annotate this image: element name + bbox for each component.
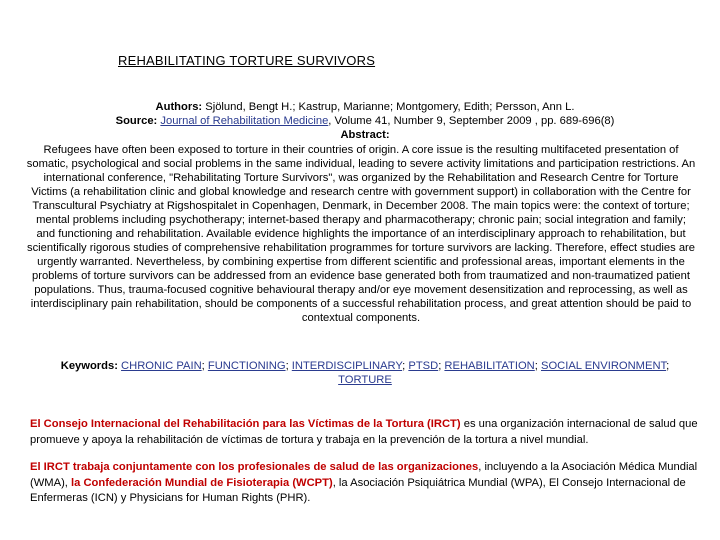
authors-value: Sjölund, Bengt H.; Kastrup, Marianne; Montgomery, Edith; Persson, Ann L. xyxy=(205,101,575,113)
source-details: , Volume 41, Number 9, September 2009 , pp. 689-696(8) xyxy=(328,115,615,127)
keyword-link-functioning[interactable]: FUNCTIONING xyxy=(207,360,286,372)
source-line xyxy=(0,114,720,128)
irct-paragraph xyxy=(30,417,700,448)
article-meta xyxy=(0,100,720,142)
keyword-separator: ; xyxy=(438,360,445,372)
keyword-link-rehabilitation[interactable]: REHABILITATION xyxy=(444,360,535,372)
keyword-link-interdisciplinary[interactable]: INTERDISCIPLINARY xyxy=(291,360,403,372)
source-label: Source: xyxy=(115,115,158,127)
keywords-line xyxy=(60,360,670,387)
abstract-label: Abstract: xyxy=(340,129,390,141)
wcpt-highlight: la Confederación Mundial de Fisioterapia (WCPT) xyxy=(71,476,333,489)
partners-middle: , incluyendo a la Asociación Médica Mundial (WMA), xyxy=(30,461,698,489)
partners-highlight: El IRCT trabaja conjuntamente con los profesionales de salud de las organizaciones xyxy=(30,461,479,473)
keyword-separator: ; xyxy=(201,360,208,372)
authors-label: Authors: xyxy=(155,101,203,113)
journal-link[interactable]: Journal of Rehabilitation Medicine xyxy=(160,115,329,127)
keyword-link-ptsd[interactable]: PTSD xyxy=(408,360,439,372)
keywords-label: Keywords: xyxy=(60,360,118,372)
partners-rest: , la Asociación Psiquiátrica Mundial (WPA), El Consejo Internacional de Enfermeras (ICN) y Physicians for Human Rights (PHR). xyxy=(30,476,686,504)
irct-partners-paragraph xyxy=(30,460,700,507)
article-title: REHABILITATING TORTURE SURVIVORS xyxy=(118,53,376,68)
abstract-heading xyxy=(0,128,720,142)
authors-line xyxy=(0,100,720,114)
keyword-link-torture[interactable]: TORTURE xyxy=(338,373,392,386)
keyword-separator: ; xyxy=(285,360,292,372)
keyword-separator: ; xyxy=(402,360,409,372)
keyword-link-chronic-pain[interactable]: CHRONIC PAIN xyxy=(121,360,202,372)
keyword-separator: ; xyxy=(666,360,670,372)
abstract-text: Refugees have often been exposed to torture in their countries of origin. A core issue is the resulting multifaceted presentation of somatic, psychological and social problems in the same individual, leading to severe activity limitations and participation restrictions. An international conference, "Rehabilitating Torture Survivors", was organized by the Rehabilitation and Research Centre for Torture Victims (a rehabilitation clinic and global knowledge and research centre with government support) in collaboration with the Centre for Transcultural Psychiatry at Rigshospitalet in Copenhagen, Denmark, in December 2008. The main topics were: the context of torture; mental problems including psychotherapy; internet-based therapy and pharmacotherapy; chronic pain; social integration and family; and functioning and rehabilitation. Available evidence highlights the importance of an interdisciplinary approach to rehabilitation, but scientifically rigorous studies of comprehensive rehabilitation programmes for torture survivors are lacking. Therefore, effect studies are urgently warranted. Nevertheless, by combining expertise from different scientific and professional areas, important elements in the problems of torture survivors can be addressed from an evidence base generated both from traumatized and non-traumatized patient populations. Thus, trauma-focused cognitive behavioural therapy and/or eye movement desensitization and reprocessing, as well as interdisciplinary pain rehabilitation, should be components of a successful rehabilitation process, and great attention should be paid to contextual components. xyxy=(26,144,696,324)
keyword-link-social-environment[interactable]: SOCIAL ENVIRONMENT xyxy=(540,360,667,372)
irct-paragraph-rest: es una organización internacional de salud que promueve y apoya la rehabilitación de víctimas de tortura y trabaja en la prevención de la tortura a nivel mundial. xyxy=(30,418,698,446)
keyword-separator: ; xyxy=(534,360,541,372)
irct-highlight: El Consejo Internacional del Rehabilitación para las Víctimas de la Tortura (IRCT) xyxy=(30,418,461,430)
